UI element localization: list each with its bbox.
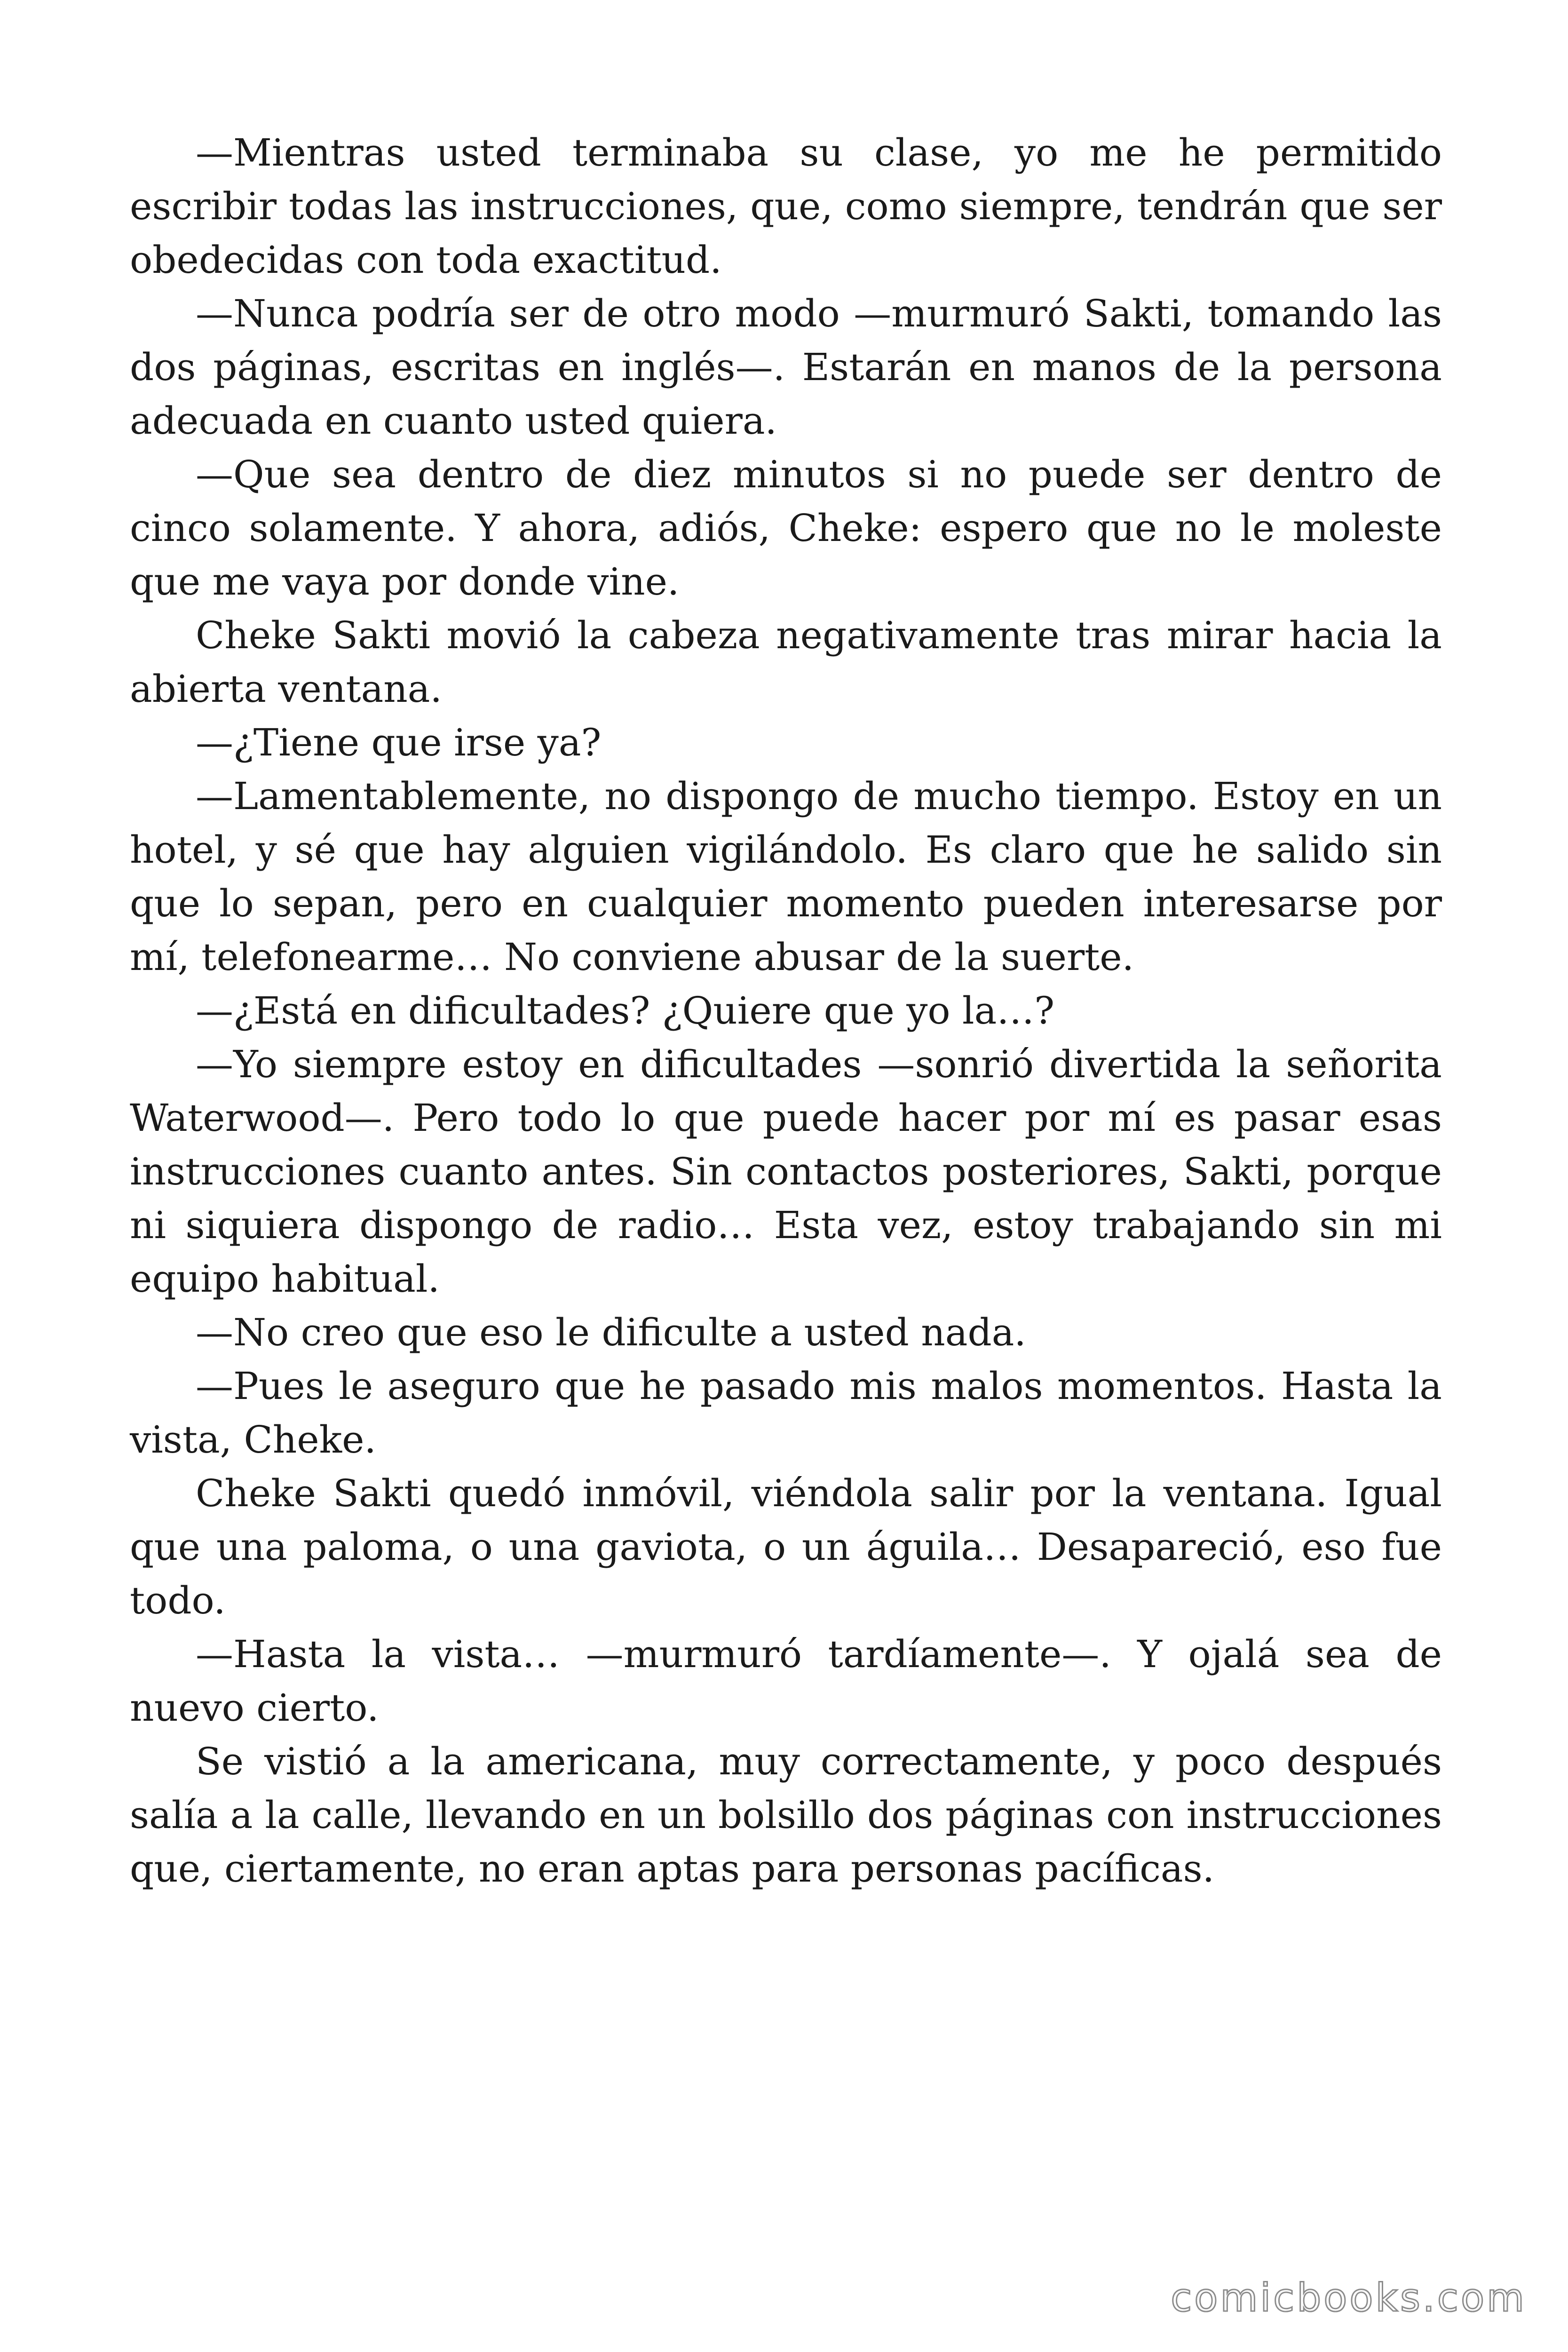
paragraph: Se vistió a la americana, muy correctamente, y poco después salía a la calle, llevando en un bolsillo dos páginas con instrucciones que, ciertamente, no eran aptas para personas pacíficas. bbox=[130, 1740, 1442, 1891]
paragraph: —Hasta la vista… —murmuró tardíamente—. Y ojalá sea de nuevo cierto. bbox=[130, 1632, 1442, 1730]
paragraph: Cheke Sakti movió la cabeza negativamente tras mirar hacia la abierta ventana. bbox=[130, 613, 1442, 711]
paragraph: —Pues le aseguro que he pasado mis malos momentos. Hasta la vista, Cheke. bbox=[130, 1364, 1442, 1462]
paragraph: —Que sea dentro de diez minutos si no puede ser dentro de cinco solamente. Y ahora, adiós, Cheke: espero que no le moleste que me vaya por donde vine. bbox=[130, 453, 1442, 604]
body-text bbox=[130, 126, 1442, 1896]
paragraph: —¿Tiene que irse ya? bbox=[196, 721, 602, 764]
paragraph: —Mientras usted terminaba su clase, yo me he permitido escribir todas las instrucciones, que, como siempre, tendrán que ser obedecidas con toda exactitud. bbox=[130, 131, 1442, 282]
paragraph: —No creo que eso le dificulte a usted nada. bbox=[196, 1311, 1026, 1354]
watermark: comicbooks.com bbox=[1171, 2276, 1527, 2320]
paragraph: —Nunca podría ser de otro modo —murmuró Sakti, tomando las dos páginas, escritas en inglés—. Estarán en manos de la persona adecuada en cuanto usted quiera. bbox=[130, 292, 1442, 443]
paragraph: Cheke Sakti quedó inmóvil, viéndola salir por la ventana. Igual que una paloma, o una gaviota, o un águila… Desapareció, eso fue todo. bbox=[130, 1471, 1442, 1622]
paragraph: —Lamentablemente, no dispongo de mucho tiempo. Estoy en un hotel, y sé que hay alguien vigilándolo. Es claro que he salido sin que lo sepan, pero en cualquier momento pueden interesarse por mí, telefonearme… No conviene abusar de la suerte. bbox=[130, 774, 1442, 979]
paragraph: —¿Está en dificultades? ¿Quiere que yo la…? bbox=[196, 989, 1055, 1033]
paragraph: —Yo siempre estoy en dificultades —sonrió divertida la señorita Waterwood—. Pero todo lo que puede hacer por mí es pasar esas instrucciones cuanto antes. Sin contactos posteriores, Sakti, porque ni siquiera dispongo de radio… Esta vez, estoy trabajando sin mi equipo habitual. bbox=[130, 1042, 1442, 1301]
